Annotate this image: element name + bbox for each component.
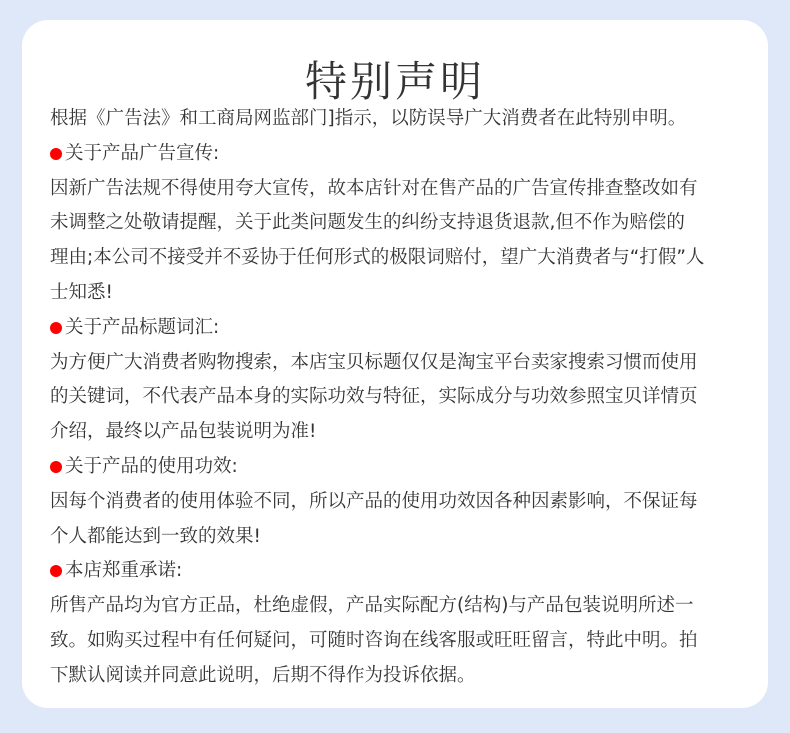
section-heading-label: 关于产品标题词汇: bbox=[65, 316, 220, 338]
section-text-line: 士知悉! bbox=[50, 281, 113, 303]
section-text-line: 个人都能达到一致的效果! bbox=[50, 525, 261, 547]
intro-text: 根据《广告法》和工商局网监部门]指示，以防误导广大消费者在此特别申明。 bbox=[50, 108, 687, 129]
section-text-line: 的关键词，不代表产品本身的实际功效与特征，实际成分与功效参照宝贝详情页 bbox=[50, 386, 698, 408]
statement-card bbox=[22, 20, 768, 708]
section-text-line: 为方便广大消费者购物搜索，本店宝贝标题仅仅是淘宝平台卖家搜索习惯而使用 bbox=[50, 351, 698, 373]
section-text-line: 因每个消费者的使用体验不同，所以产品的使用功效因各种因素影响，不保证每 bbox=[50, 490, 698, 512]
section-text-line: 未调整之处敬请提醒，关于此类问题发生的纠纷支持退货退款,但不作为赔偿的 bbox=[50, 212, 685, 234]
section-heading-label: 关于产品广告宣传: bbox=[65, 142, 220, 164]
section-text-line: 下默认阅读并同意此说明，后期不得作为投诉依据。 bbox=[50, 664, 476, 686]
section-heading-label: 关于产品的使用功效: bbox=[65, 455, 238, 477]
red-dot-icon bbox=[50, 461, 62, 473]
section-heading-title-words bbox=[50, 311, 750, 346]
red-dot-icon bbox=[50, 148, 62, 160]
section-heading-efficacy bbox=[50, 450, 750, 485]
section-text-line: 致。如购买过程中有任何疑问，可随时咨询在线客服或旺旺留言，特此中明。拍 bbox=[50, 629, 698, 651]
section-heading-ad-promotion bbox=[50, 137, 750, 172]
statement-content bbox=[50, 102, 750, 694]
section-heading-promise bbox=[50, 554, 750, 589]
red-dot-icon bbox=[50, 565, 62, 577]
section-text-line: 理由;本公司不接受并不妥协于任何形式的极限词赔付，望广大消费者与“打假”人 bbox=[50, 247, 705, 269]
red-dot-icon bbox=[50, 322, 62, 334]
section-text-line: 介绍，最终以产品包装说明为准! bbox=[50, 421, 317, 443]
section-text-line: 所售产品均为官方正品，杜绝虚假，产品实际配方(结构)与产品包装说明所述一 bbox=[50, 595, 694, 617]
section-heading-label: 本店郑重承诺: bbox=[65, 560, 183, 582]
section-text-line: 因新广告法规不得使用夸大宣传，故本店针对在售产品的广告宣传排查整改如有 bbox=[50, 177, 698, 199]
page-title: 特别声明 bbox=[304, 57, 485, 106]
